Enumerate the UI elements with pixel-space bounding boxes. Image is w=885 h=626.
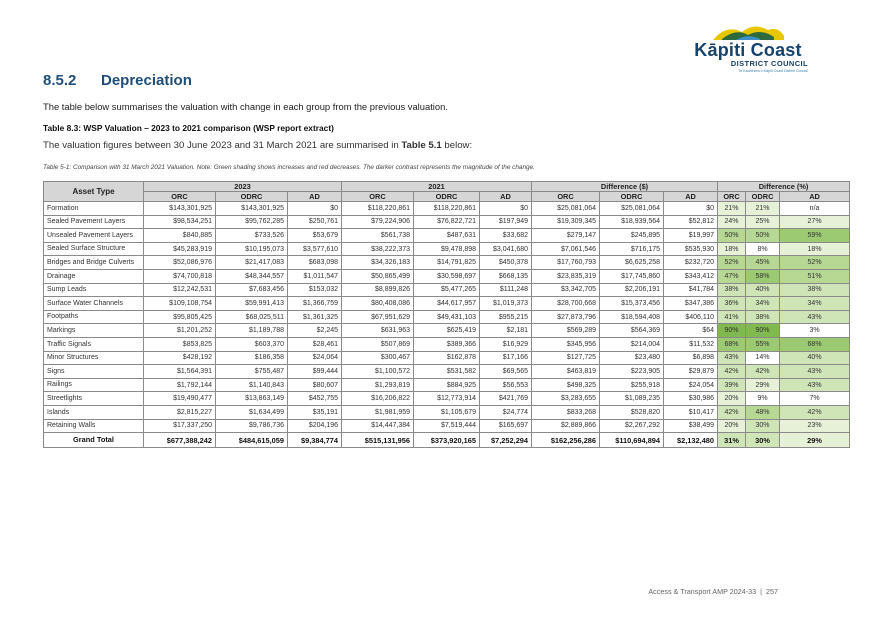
- value-cell: $165,697: [480, 419, 532, 433]
- percent-cell: 48%: [746, 405, 780, 419]
- page-footer: [648, 587, 778, 596]
- value-cell: $389,366: [414, 337, 480, 351]
- value-cell: $1,634,499: [216, 405, 288, 419]
- percent-cell: 20%: [718, 419, 746, 433]
- value-cell: $111,248: [480, 283, 532, 297]
- grand-total-row: [44, 433, 850, 448]
- value-cell: $9,478,898: [414, 242, 480, 256]
- value-cell: $23,835,319: [532, 269, 600, 283]
- percent-cell: 52%: [718, 256, 746, 270]
- percent-cell: 38%: [718, 283, 746, 297]
- table-row: [44, 419, 850, 433]
- value-cell: $463,819: [532, 365, 600, 379]
- asset-type-header: Asset Type: [44, 182, 144, 202]
- value-cell: $29,879: [664, 365, 718, 379]
- percent-cell: n/a: [780, 202, 850, 216]
- value-cell: $21,417,083: [216, 256, 288, 270]
- value-cell: $450,378: [480, 256, 532, 270]
- value-cell: $9,786,736: [216, 419, 288, 433]
- value-cell: $80,607: [288, 378, 342, 392]
- value-cell: $143,301,925: [216, 202, 288, 216]
- table-row: [44, 269, 850, 283]
- value-cell: $245,895: [600, 229, 664, 243]
- percent-cell: 40%: [780, 351, 850, 365]
- value-cell: $2,132,480: [664, 433, 718, 448]
- table-body: [44, 202, 850, 448]
- table-row: [44, 392, 850, 406]
- value-cell: $2,245: [288, 324, 342, 338]
- value-cell: $8,899,826: [342, 283, 414, 297]
- extract-intro-ref: Table 5.1: [401, 140, 442, 151]
- value-cell: $186,358: [216, 351, 288, 365]
- value-cell: $80,408,086: [342, 297, 414, 311]
- table-row: [44, 283, 850, 297]
- value-cell: $10,417: [664, 405, 718, 419]
- percent-cell: 50%: [746, 229, 780, 243]
- value-cell: $6,625,258: [600, 256, 664, 270]
- value-cell: $17,760,793: [532, 256, 600, 270]
- asset-type-cell: Streetlights: [44, 392, 144, 406]
- percent-cell: 58%: [746, 269, 780, 283]
- value-cell: $498,325: [532, 378, 600, 392]
- percent-cell: 14%: [746, 351, 780, 365]
- value-cell: $1,366,759: [288, 297, 342, 311]
- table-row: [44, 351, 850, 365]
- value-cell: $27,873,796: [532, 310, 600, 324]
- value-cell: $74,700,818: [144, 269, 216, 283]
- table-row: [44, 365, 850, 379]
- column-header-ad: AD: [664, 192, 718, 202]
- footer-document-title: Access & Transport AMP 2024-33: [648, 587, 757, 596]
- percent-cell: 38%: [746, 310, 780, 324]
- asset-type-cell: Formation: [44, 202, 144, 216]
- table-row: [44, 229, 850, 243]
- value-cell: $64: [664, 324, 718, 338]
- value-cell: $755,487: [216, 365, 288, 379]
- asset-type-cell: Drainage: [44, 269, 144, 283]
- value-cell: $14,791,825: [414, 256, 480, 270]
- asset-type-cell: Surface Water Channels: [44, 297, 144, 311]
- percent-cell: 30%: [746, 433, 780, 448]
- value-cell: $16,206,822: [342, 392, 414, 406]
- value-cell: $250,761: [288, 215, 342, 229]
- value-cell: $162,878: [414, 351, 480, 365]
- percent-cell: 36%: [718, 297, 746, 311]
- percent-cell: 47%: [718, 269, 746, 283]
- value-cell: $343,412: [664, 269, 718, 283]
- value-cell: $56,553: [480, 378, 532, 392]
- percent-cell: 42%: [718, 365, 746, 379]
- value-cell: $52,812: [664, 215, 718, 229]
- value-cell: $347,386: [664, 297, 718, 311]
- value-cell: $35,191: [288, 405, 342, 419]
- value-cell: $204,196: [288, 419, 342, 433]
- value-cell: $1,981,959: [342, 405, 414, 419]
- value-cell: $24,774: [480, 405, 532, 419]
- value-cell: $28,461: [288, 337, 342, 351]
- value-cell: $1,201,252: [144, 324, 216, 338]
- table-row: [44, 242, 850, 256]
- value-cell: $452,755: [288, 392, 342, 406]
- value-cell: $484,615,059: [216, 433, 288, 448]
- table-row: [44, 310, 850, 324]
- hills-icon: [708, 22, 788, 42]
- asset-type-cell: Sump Leads: [44, 283, 144, 297]
- value-cell: $528,820: [600, 405, 664, 419]
- value-cell: $955,215: [480, 310, 532, 324]
- value-cell: $162,256,286: [532, 433, 600, 448]
- value-cell: $884,925: [414, 378, 480, 392]
- value-cell: $30,598,697: [414, 269, 480, 283]
- percent-cell: 23%: [780, 419, 850, 433]
- percent-cell: 21%: [746, 202, 780, 216]
- value-cell: $110,694,894: [600, 433, 664, 448]
- value-cell: $603,370: [216, 337, 288, 351]
- page-number: 257: [766, 587, 778, 596]
- value-cell: $677,388,242: [144, 433, 216, 448]
- value-cell: $30,986: [664, 392, 718, 406]
- value-cell: $232,720: [664, 256, 718, 270]
- column-header-odrc: ODRC: [414, 192, 480, 202]
- value-cell: $2,267,292: [600, 419, 664, 433]
- value-cell: $19,309,345: [532, 215, 600, 229]
- value-cell: $3,041,680: [480, 242, 532, 256]
- column-header-ad: AD: [288, 192, 342, 202]
- value-cell: $24,064: [288, 351, 342, 365]
- value-cell: $6,898: [664, 351, 718, 365]
- value-cell: $1,361,325: [288, 310, 342, 324]
- table-caption: Table 8.3: WSP Valuation – 2023 to 2021 comparison (WSP report extract): [43, 123, 334, 133]
- value-cell: $1,105,679: [414, 405, 480, 419]
- group-header-2023: 2023: [144, 182, 342, 192]
- percent-cell: 29%: [780, 433, 850, 448]
- value-cell: $7,252,294: [480, 433, 532, 448]
- value-cell: $98,534,251: [144, 215, 216, 229]
- value-cell: $406,110: [664, 310, 718, 324]
- value-cell: $631,963: [342, 324, 414, 338]
- value-cell: $38,222,373: [342, 242, 414, 256]
- value-cell: $44,617,957: [414, 297, 480, 311]
- percent-cell: 9%: [746, 392, 780, 406]
- value-cell: $25,081,064: [532, 202, 600, 216]
- percent-cell: 40%: [746, 283, 780, 297]
- extract-caption: Table 5-1: Comparison with 31 March 2021 Valuation. Note: Green shading shows increases and red decreases. The darker contrast represents the magnitude of the change.: [43, 164, 535, 171]
- table-row: [44, 215, 850, 229]
- value-cell: $127,725: [532, 351, 600, 365]
- percent-cell: 30%: [746, 419, 780, 433]
- value-cell: $79,224,906: [342, 215, 414, 229]
- grand-total-label: Grand Total: [44, 433, 144, 448]
- value-cell: $95,762,285: [216, 215, 288, 229]
- logo-name: Kāpiti Coast: [694, 40, 802, 60]
- percent-cell: 68%: [718, 337, 746, 351]
- value-cell: $3,342,705: [532, 283, 600, 297]
- percent-cell: 43%: [780, 310, 850, 324]
- value-cell: $279,147: [532, 229, 600, 243]
- value-cell: $24,054: [664, 378, 718, 392]
- value-cell: $153,032: [288, 283, 342, 297]
- value-cell: $34,326,183: [342, 256, 414, 270]
- value-cell: $1,140,843: [216, 378, 288, 392]
- value-cell: $10,195,073: [216, 242, 288, 256]
- value-cell: $569,289: [532, 324, 600, 338]
- subheader-row: [44, 192, 850, 202]
- value-cell: $17,166: [480, 351, 532, 365]
- value-cell: $716,175: [600, 242, 664, 256]
- percent-cell: 24%: [718, 215, 746, 229]
- asset-type-cell: Sealed Surface Structure: [44, 242, 144, 256]
- asset-type-cell: Railings: [44, 378, 144, 392]
- percent-cell: 27%: [780, 215, 850, 229]
- asset-type-cell: Unsealed Pavement Layers: [44, 229, 144, 243]
- value-cell: $38,499: [664, 419, 718, 433]
- percent-cell: 55%: [746, 337, 780, 351]
- percent-cell: 42%: [780, 405, 850, 419]
- value-cell: $1,019,373: [480, 297, 532, 311]
- percent-cell: 3%: [780, 324, 850, 338]
- value-cell: $23,480: [600, 351, 664, 365]
- value-cell: $143,301,925: [144, 202, 216, 216]
- value-cell: $76,822,721: [414, 215, 480, 229]
- value-cell: $17,337,250: [144, 419, 216, 433]
- value-cell: $561,738: [342, 229, 414, 243]
- value-cell: $1,189,788: [216, 324, 288, 338]
- group-header-difference-dollars: Difference ($): [532, 182, 718, 192]
- percent-cell: 68%: [780, 337, 850, 351]
- value-cell: $99,444: [288, 365, 342, 379]
- percent-cell: 90%: [718, 324, 746, 338]
- percent-cell: 29%: [746, 378, 780, 392]
- value-cell: $0: [480, 202, 532, 216]
- value-cell: $52,086,976: [144, 256, 216, 270]
- value-cell: $373,920,165: [414, 433, 480, 448]
- percent-cell: 34%: [746, 297, 780, 311]
- value-cell: $67,951,629: [342, 310, 414, 324]
- column-header-ad: AD: [480, 192, 532, 202]
- percent-cell: 59%: [780, 229, 850, 243]
- value-cell: $853,825: [144, 337, 216, 351]
- percent-cell: 18%: [780, 242, 850, 256]
- value-cell: $50,865,499: [342, 269, 414, 283]
- value-cell: $2,206,191: [600, 283, 664, 297]
- value-cell: $255,918: [600, 378, 664, 392]
- value-cell: $668,135: [480, 269, 532, 283]
- value-cell: $15,373,456: [600, 297, 664, 311]
- footer-separator: |: [760, 587, 762, 596]
- value-cell: $1,293,819: [342, 378, 414, 392]
- value-cell: $25,081,064: [600, 202, 664, 216]
- asset-type-cell: Minor Structures: [44, 351, 144, 365]
- extract-intro: [43, 140, 472, 151]
- percent-cell: 31%: [718, 433, 746, 448]
- logo-subtitle: DISTRICT COUNCIL: [730, 59, 808, 68]
- value-cell: $95,805,425: [144, 310, 216, 324]
- percent-cell: 51%: [780, 269, 850, 283]
- percent-cell: 21%: [718, 202, 746, 216]
- value-cell: $197,949: [480, 215, 532, 229]
- section-number: 8.5.2: [43, 72, 77, 89]
- value-cell: $3,283,655: [532, 392, 600, 406]
- value-cell: $69,565: [480, 365, 532, 379]
- value-cell: $840,885: [144, 229, 216, 243]
- value-cell: $428,192: [144, 351, 216, 365]
- column-header-orc: ORC: [532, 192, 600, 202]
- value-cell: $683,098: [288, 256, 342, 270]
- value-cell: $2,889,866: [532, 419, 600, 433]
- percent-cell: 39%: [718, 378, 746, 392]
- asset-type-cell: Islands: [44, 405, 144, 419]
- column-header-odrc: ODRC: [746, 192, 780, 202]
- asset-type-cell: Signs: [44, 365, 144, 379]
- asset-type-cell: Markings: [44, 324, 144, 338]
- value-cell: $19,997: [664, 229, 718, 243]
- value-cell: $625,419: [414, 324, 480, 338]
- value-cell: $118,220,861: [342, 202, 414, 216]
- council-logo: [688, 22, 808, 82]
- value-cell: $109,108,754: [144, 297, 216, 311]
- value-cell: $214,004: [600, 337, 664, 351]
- valuation-table: [43, 181, 850, 448]
- asset-type-cell: Retaining Walls: [44, 419, 144, 433]
- value-cell: $7,683,456: [216, 283, 288, 297]
- value-cell: $45,283,919: [144, 242, 216, 256]
- value-cell: $300,467: [342, 351, 414, 365]
- value-cell: $19,490,477: [144, 392, 216, 406]
- value-cell: $833,268: [532, 405, 600, 419]
- extract-intro-suffix: below:: [441, 140, 473, 151]
- asset-type-cell: Footpaths: [44, 310, 144, 324]
- percent-cell: 34%: [780, 297, 850, 311]
- value-cell: $48,344,557: [216, 269, 288, 283]
- value-cell: $223,905: [600, 365, 664, 379]
- value-cell: $487,631: [414, 229, 480, 243]
- group-header-difference-percent: Difference (%): [718, 182, 850, 192]
- value-cell: $345,956: [532, 337, 600, 351]
- table-row: [44, 405, 850, 419]
- percent-cell: 25%: [746, 215, 780, 229]
- value-cell: $531,582: [414, 365, 480, 379]
- value-cell: $1,792,144: [144, 378, 216, 392]
- value-cell: $9,384,774: [288, 433, 342, 448]
- value-cell: $1,089,235: [600, 392, 664, 406]
- value-cell: $118,220,861: [414, 202, 480, 216]
- value-cell: $2,815,227: [144, 405, 216, 419]
- column-header-orc: ORC: [342, 192, 414, 202]
- value-cell: $7,061,546: [532, 242, 600, 256]
- value-cell: $5,477,265: [414, 283, 480, 297]
- asset-type-cell: Traffic Signals: [44, 337, 144, 351]
- percent-cell: 43%: [780, 365, 850, 379]
- value-cell: $33,682: [480, 229, 532, 243]
- table-row: [44, 337, 850, 351]
- value-cell: $0: [664, 202, 718, 216]
- table-row: [44, 297, 850, 311]
- percent-cell: 52%: [780, 256, 850, 270]
- value-cell: $13,863,149: [216, 392, 288, 406]
- percent-cell: 41%: [718, 310, 746, 324]
- value-cell: $18,594,408: [600, 310, 664, 324]
- value-cell: $1,011,547: [288, 269, 342, 283]
- value-cell: $14,447,384: [342, 419, 414, 433]
- table-row: [44, 202, 850, 216]
- value-cell: $3,577,610: [288, 242, 342, 256]
- value-cell: $1,564,391: [144, 365, 216, 379]
- column-header-ad: AD: [780, 192, 850, 202]
- value-cell: $17,745,860: [600, 269, 664, 283]
- asset-type-cell: Bridges and Bridge Culverts: [44, 256, 144, 270]
- logo-tagline: Te Kaunihera o Kāpiti Coast District Council: [738, 69, 808, 73]
- column-header-odrc: ODRC: [600, 192, 664, 202]
- percent-cell: 43%: [780, 378, 850, 392]
- value-cell: $421,769: [480, 392, 532, 406]
- group-header-2021: 2021: [342, 182, 532, 192]
- value-cell: $2,181: [480, 324, 532, 338]
- percent-cell: 8%: [746, 242, 780, 256]
- value-cell: $59,991,413: [216, 297, 288, 311]
- value-cell: $16,929: [480, 337, 532, 351]
- value-cell: $41,784: [664, 283, 718, 297]
- percent-cell: 50%: [718, 229, 746, 243]
- table-row: [44, 256, 850, 270]
- asset-type-cell: Sealed Pavement Layers: [44, 215, 144, 229]
- column-header-orc: ORC: [718, 192, 746, 202]
- value-cell: $49,431,103: [414, 310, 480, 324]
- percent-cell: 45%: [746, 256, 780, 270]
- section-title: Depreciation: [101, 72, 192, 89]
- percent-cell: 42%: [718, 405, 746, 419]
- column-header-orc: ORC: [144, 192, 216, 202]
- percent-cell: 7%: [780, 392, 850, 406]
- value-cell: $11,532: [664, 337, 718, 351]
- value-cell: $507,869: [342, 337, 414, 351]
- value-cell: $535,930: [664, 242, 718, 256]
- percent-cell: 42%: [746, 365, 780, 379]
- section-heading: [43, 72, 192, 89]
- value-cell: $28,700,668: [532, 297, 600, 311]
- percent-cell: 90%: [746, 324, 780, 338]
- value-cell: $0: [288, 202, 342, 216]
- extract-intro-prefix: The valuation figures between 30 June 2023 and 31 March 2021 are summarised in: [43, 140, 402, 151]
- value-cell: $53,679: [288, 229, 342, 243]
- value-cell: $12,242,531: [144, 283, 216, 297]
- value-cell: $515,131,956: [342, 433, 414, 448]
- percent-cell: 20%: [718, 392, 746, 406]
- percent-cell: 43%: [718, 351, 746, 365]
- percent-cell: 18%: [718, 242, 746, 256]
- value-cell: $1,100,572: [342, 365, 414, 379]
- value-cell: $7,519,444: [414, 419, 480, 433]
- intro-paragraph: The table below summarises the valuation with change in each group from the previous valuation.: [43, 101, 448, 112]
- value-cell: $68,025,511: [216, 310, 288, 324]
- table-row: [44, 378, 850, 392]
- table-row: [44, 324, 850, 338]
- value-cell: $18,939,564: [600, 215, 664, 229]
- column-header-odrc: ODRC: [216, 192, 288, 202]
- percent-cell: 38%: [780, 283, 850, 297]
- value-cell: $733,526: [216, 229, 288, 243]
- value-cell: $12,773,914: [414, 392, 480, 406]
- value-cell: $564,369: [600, 324, 664, 338]
